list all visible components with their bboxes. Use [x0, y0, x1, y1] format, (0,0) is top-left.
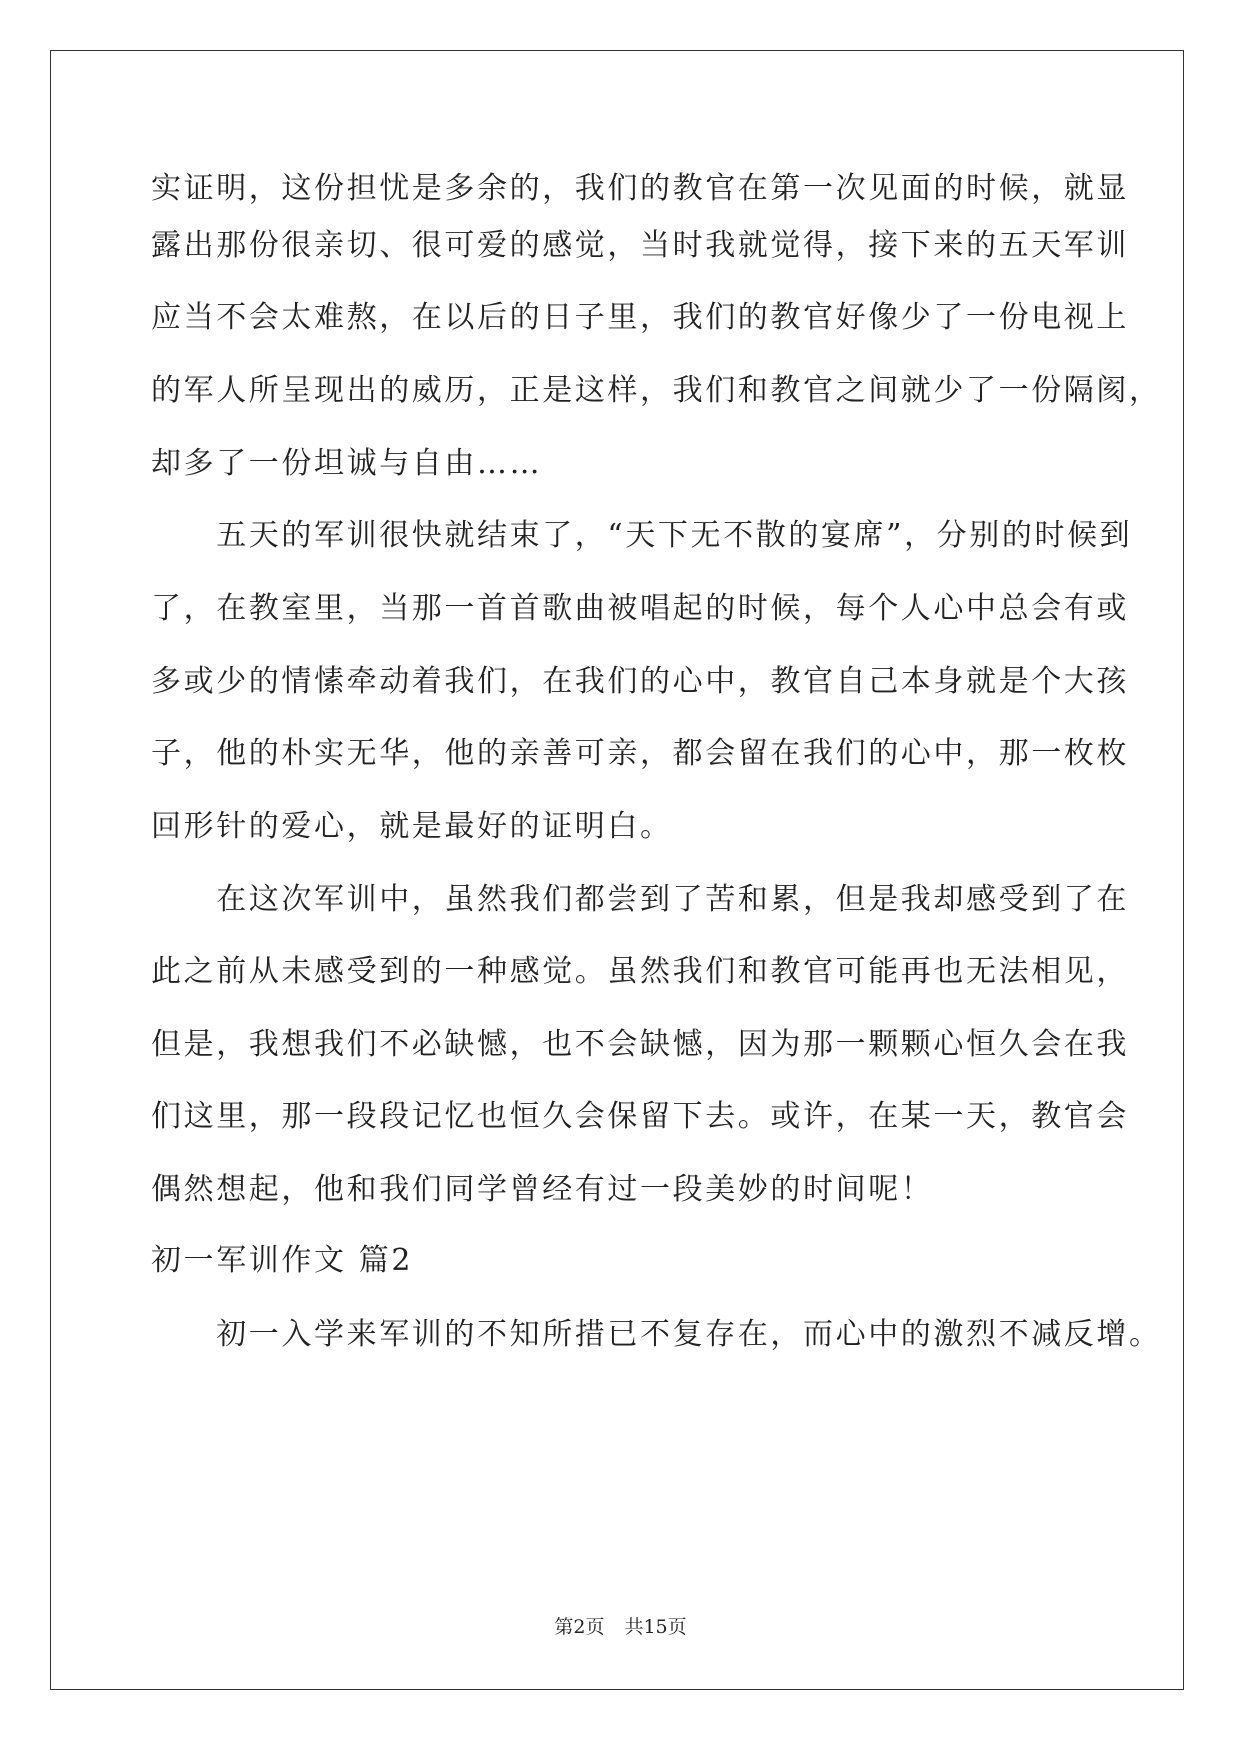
text-line: 但是，我想我们不必缺憾，也不会缺憾，因为那一颗颗心恒久会在我	[151, 1027, 1129, 1062]
page-border	[50, 50, 1184, 1690]
page-number: 第2页	[554, 1616, 605, 1638]
text-line: 子，他的朴实无华，他的亲善可亲，都会留在我们的心中，那一枚枚	[151, 736, 1129, 771]
text-line: 在这次军训中，虽然我们都尝到了苦和累，但是我却感受到了在	[151, 882, 1129, 917]
page-total: 共15页	[624, 1616, 687, 1638]
section-heading: 初一军训作文 篇2	[151, 1243, 414, 1278]
text-line: 的军人所呈现出的威历，正是这样，我们和教官之间就少了一份隔阂，	[151, 373, 1162, 408]
text-line: 此之前从未感受到的一种感觉。虽然我们和教官可能再也无法相见，	[151, 954, 1129, 989]
text-line: 偶然想起，他和我们同学曾经有过一段美妙的时间呢！	[151, 1172, 934, 1207]
text-line: 却多了一份坦诚与自由……	[151, 446, 543, 481]
text-line: 多或少的情愫牵动着我们，在我们的心中，教官自己本身就是个大孩	[151, 664, 1129, 699]
text-line: 初一入学来军训的不知所措已不复存在，而心中的激烈不减反增。	[151, 1317, 1162, 1352]
text-line: 五天的军训很快就结束了，“天下无不散的宴席”，分别的时候到	[151, 518, 1133, 553]
page-footer	[0, 1614, 1241, 1640]
text-line: 回形针的爱心，就是最好的证明白。	[151, 809, 673, 844]
text-line: 了，在教室里，当那一首首歌曲被唱起的时候，每个人心中总会有或	[151, 591, 1129, 626]
text-line: 露出那份很亲切、很可爱的感觉，当时我就觉得，接下来的五天军训	[151, 228, 1129, 263]
text-line: 们这里，那一段段记忆也恒久会保留下去。或许，在某一天，教官会	[151, 1099, 1129, 1134]
text-line: 实证明，这份担忧是多余的，我们的教官在第一次见面的时候，就显	[151, 171, 1129, 206]
text-line: 应当不会太难熬，在以后的日子里，我们的教官好像少了一份电视上	[151, 300, 1129, 335]
